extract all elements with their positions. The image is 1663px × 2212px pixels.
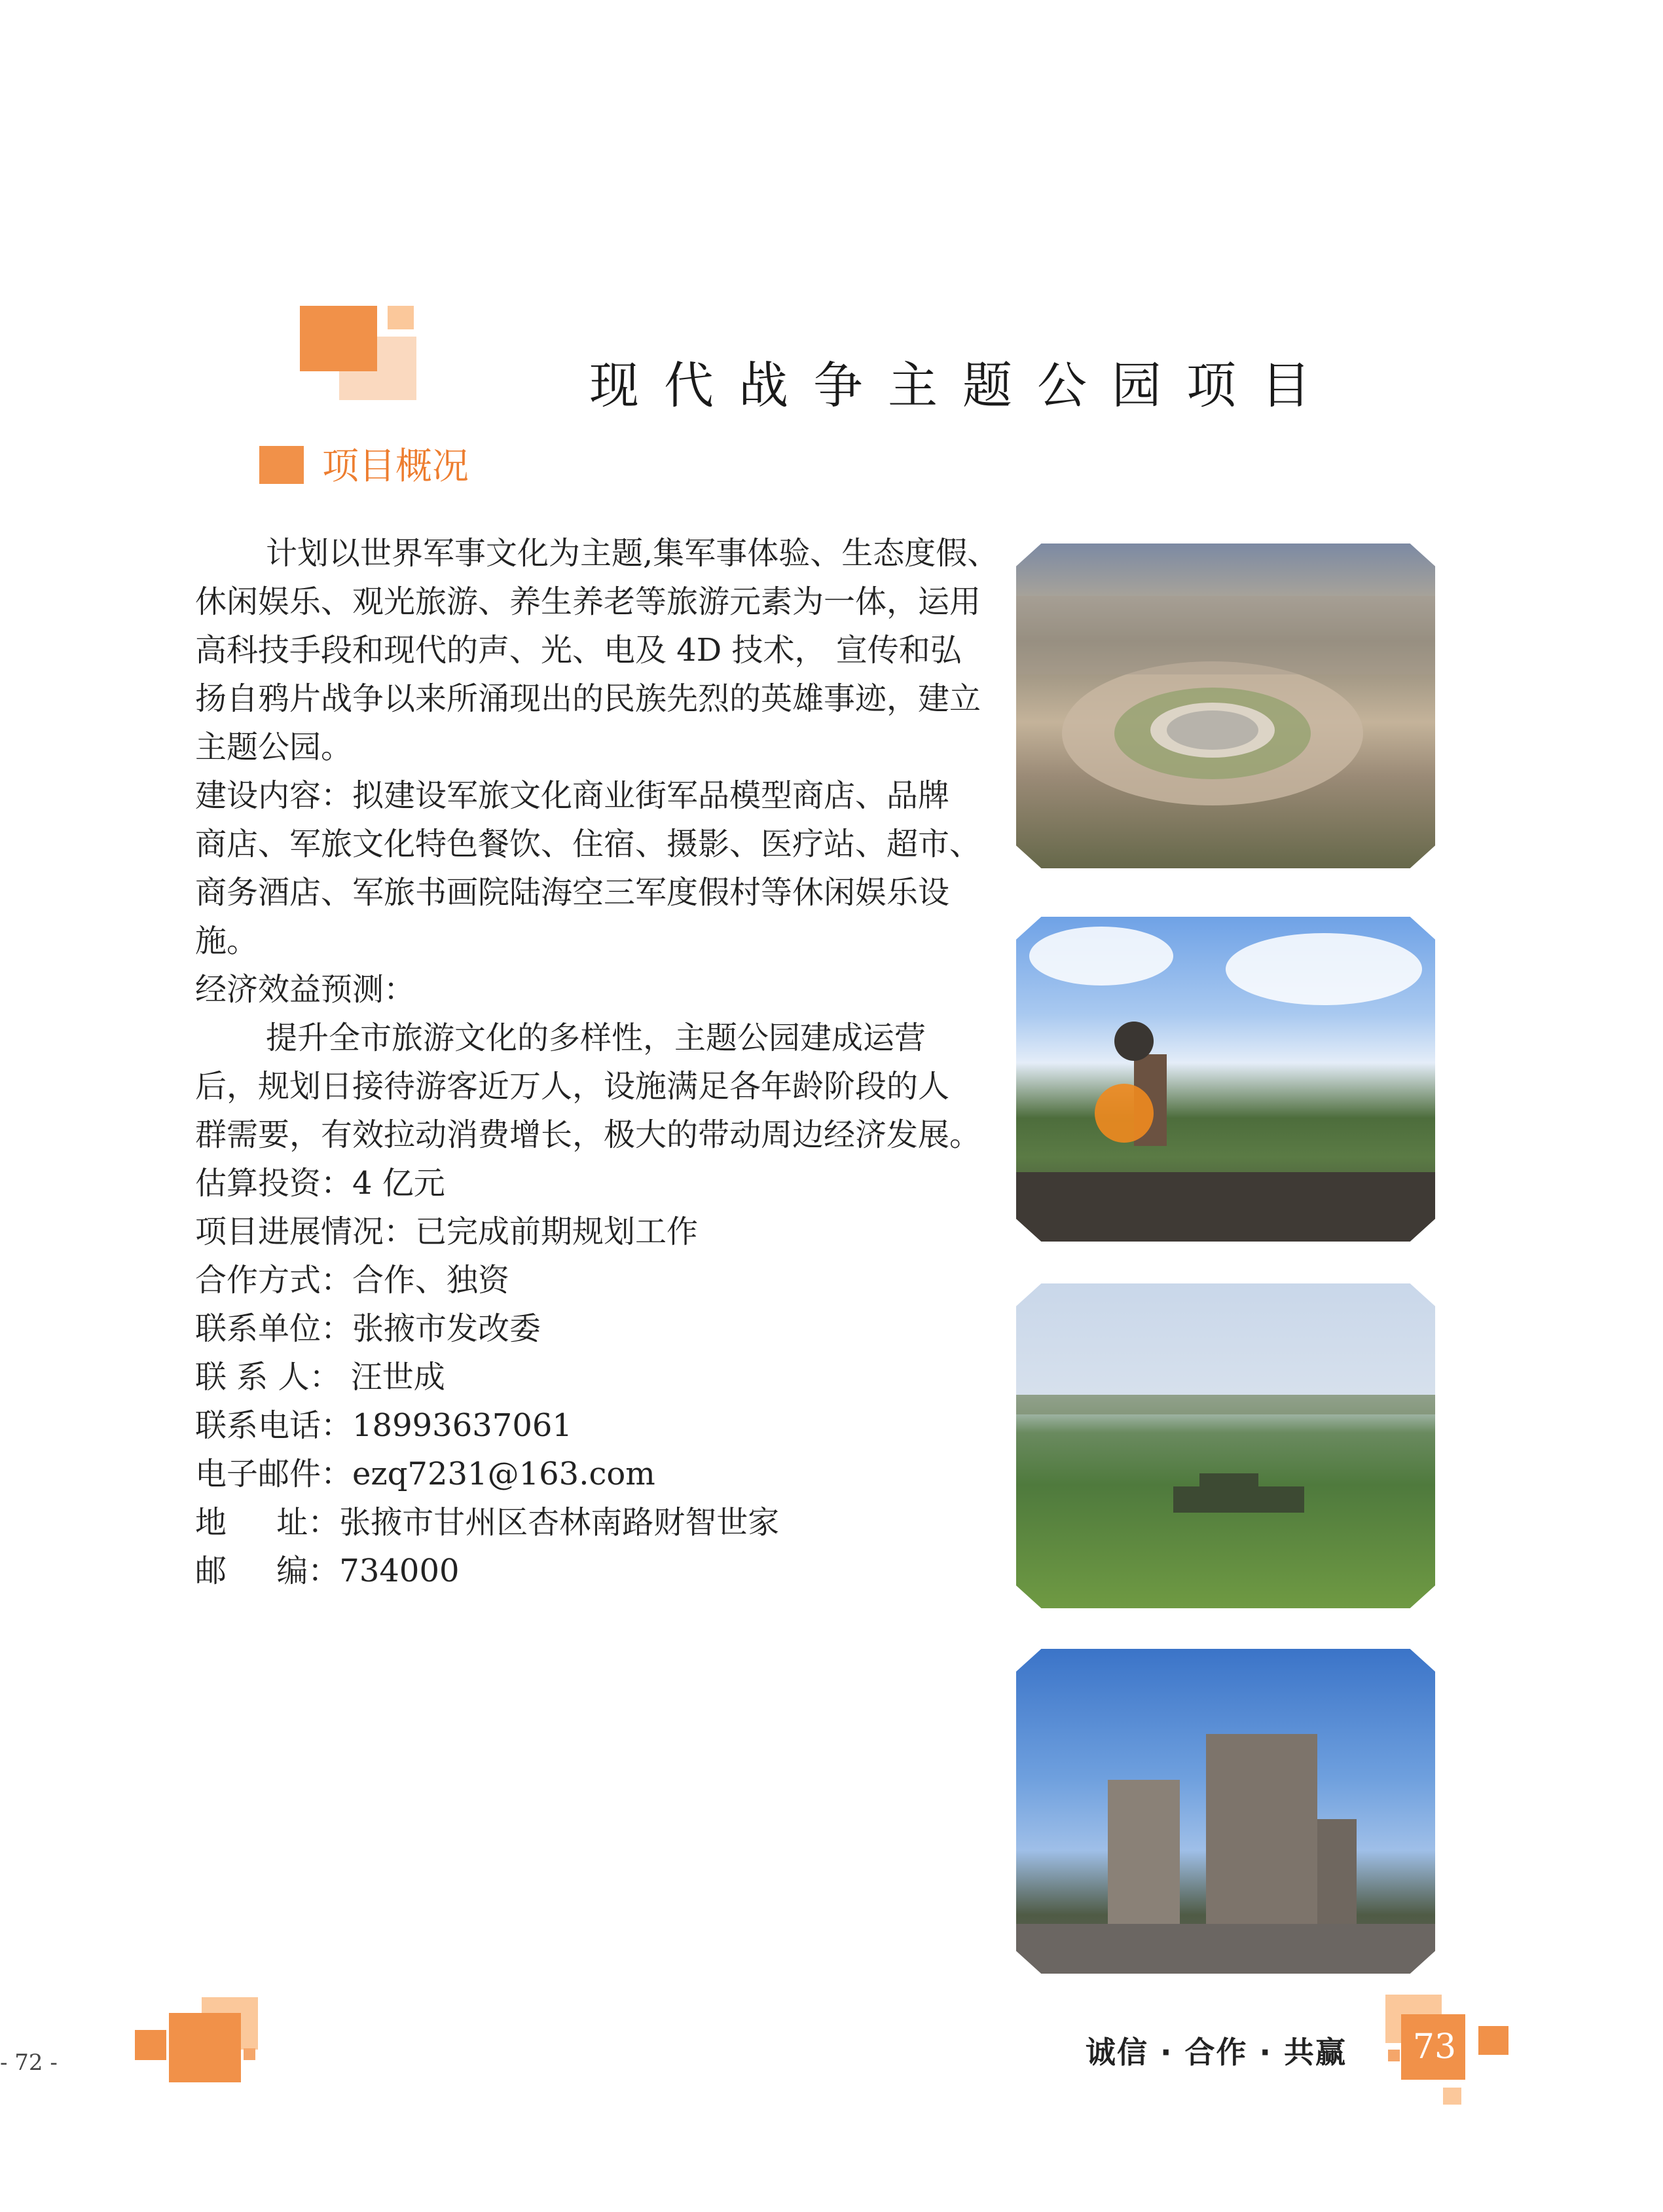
benefit-line: 后，规划日接待游客近万人，设施满足各年龄阶段的人 (195, 1068, 950, 1105)
postcode: 邮 编：734000 (195, 1553, 460, 1589)
benefit-label: 经济效益预测： (195, 971, 416, 1008)
plaza-illustration (1016, 544, 1435, 868)
project-description (195, 529, 1021, 1595)
footer-decoration (1443, 2088, 1461, 2105)
intro-line: 休闲娱乐、观光旅游、养生养老等旅游元素为一体，运用 (195, 583, 981, 620)
benefit-line: 群需要，有效拉动消费增长，极大的带动周边经济发展。 (195, 1116, 981, 1153)
footer-decoration (1388, 2050, 1400, 2061)
intro-line: 主题公园。 (195, 729, 353, 765)
footer-slogan: 诚信 · 合作 · 共赢 (1086, 2035, 1347, 2070)
footer-decoration (1478, 2026, 1508, 2055)
page-title: 现代战争主题公园项目 (589, 356, 1336, 415)
field-illustration (1016, 1283, 1435, 1608)
page-number-left: - 72 - (0, 2050, 58, 2076)
benefit-line: 提升全市旅游文化的多样性，主题公园建成运营 (266, 1020, 926, 1056)
battle-show-photo (1016, 917, 1435, 1242)
intro-line: 计划以世界军事文化为主题,集军事体验、生态度假、 (266, 535, 999, 572)
contact-unit: 联系单位：张掖市发改委 (195, 1310, 541, 1347)
page-number-right: 73 (1412, 2027, 1457, 2067)
section-heading: 项目概况 (322, 445, 469, 488)
contact-person: 联 系 人： 汪世成 (195, 1359, 445, 1395)
contact-address: 地 址：张掖市甘州区杏林南路财智世家 (195, 1504, 780, 1541)
park-plaza-photo (1016, 544, 1435, 868)
header-decoration-square (300, 306, 377, 371)
footer-decoration (135, 2030, 166, 2060)
investment: 估算投资：4 亿元 (195, 1165, 445, 1202)
intro-line: 高科技手段和现代的声、光、电及 4D 技术， 宣传和弘 (195, 632, 962, 669)
header-decoration-small (388, 306, 414, 329)
intro-line: 扬自鸦片战争以来所涌现出的民族先烈的英雄事迹，建立 (195, 680, 981, 717)
contact-email: 电子邮件：ezq7231@163.com (195, 1456, 655, 1492)
footer-decoration (169, 2013, 241, 2082)
section-bullet (259, 446, 304, 484)
tank-field-photo (1016, 1283, 1435, 1608)
castle-photo (1016, 1649, 1435, 1974)
construction-line: 建设内容：拟建设军旅文化商业街军品模型商店、品牌 (195, 777, 950, 814)
cooperation: 合作方式：合作、独资 (195, 1262, 510, 1299)
castle-illustration (1016, 1649, 1435, 1974)
construction-line: 施。 (195, 923, 259, 959)
construction-line: 商店、军旅文化特色餐饮、住宿、摄影、医疗站、超市、 (195, 826, 981, 862)
contact-phone: 联系电话：18993637061 (195, 1407, 572, 1444)
show-illustration (1016, 917, 1435, 1242)
footer-decoration (244, 2048, 255, 2060)
progress: 项目进展情况：已完成前期规划工作 (195, 1213, 699, 1250)
construction-line: 商务酒店、军旅书画院陆海空三军度假村等休闲娱乐设 (195, 874, 950, 911)
